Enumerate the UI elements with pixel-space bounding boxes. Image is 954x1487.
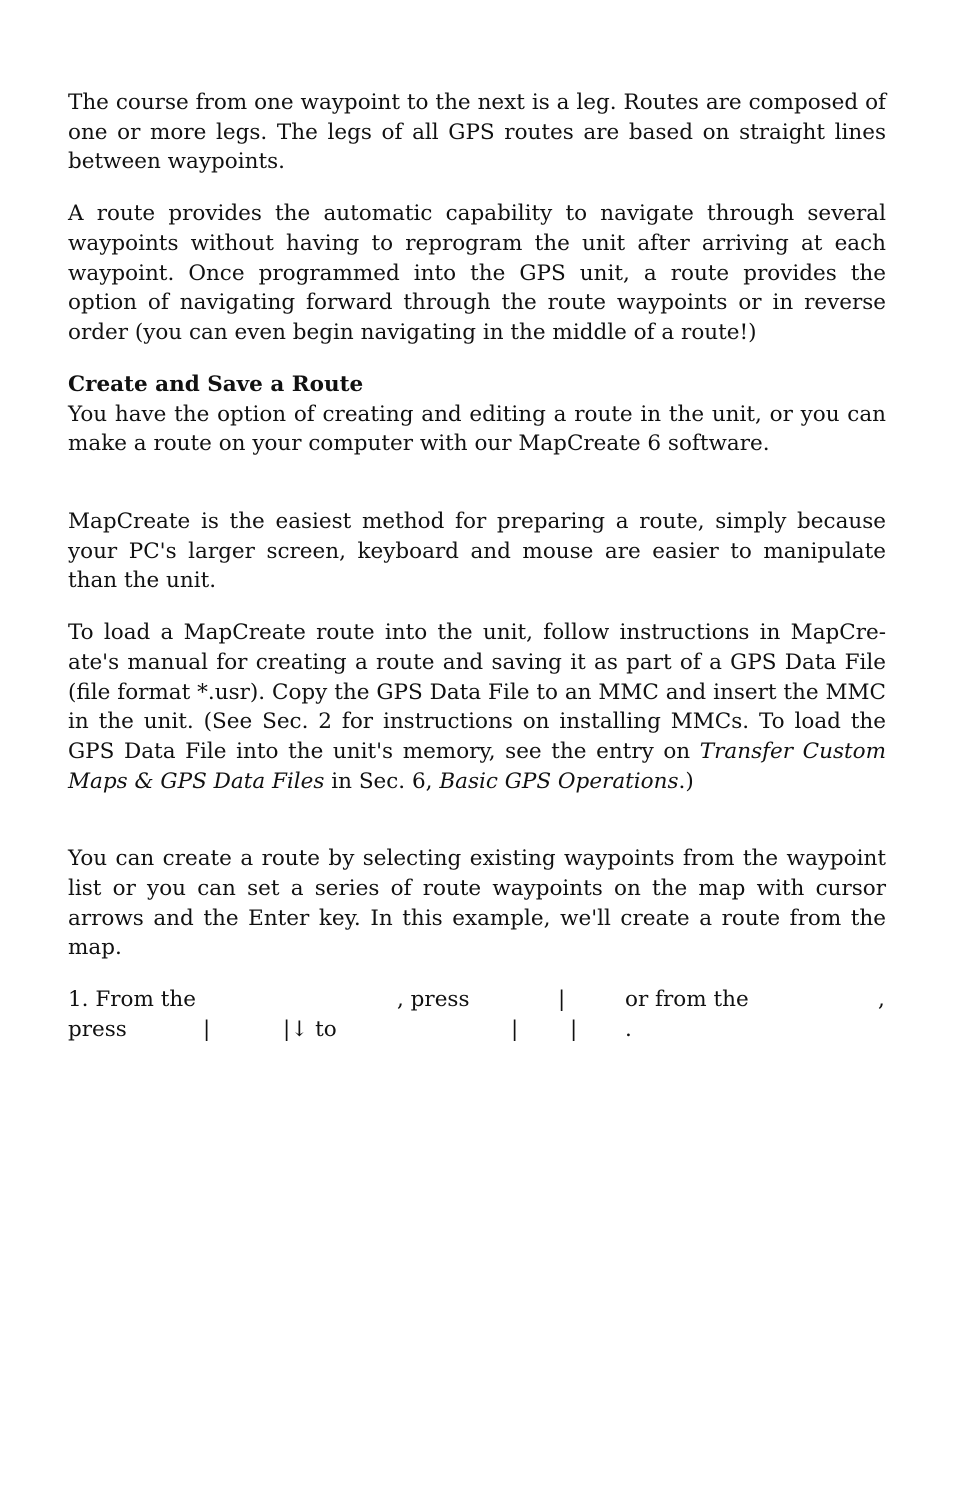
step1-line2-separator-3: |: [570, 1016, 578, 1042]
paragraph-mapcreate-easiest: MapCreate is the easiest method for preparing a route, simply because your PC's larger screen, keyboard and mouse are easier to manipulate than the unit.: [68, 509, 886, 594]
step1-line2-separator-1: |: [203, 1016, 211, 1042]
load-route-text-2: in Sec. 6,: [324, 768, 440, 794]
section-heading: Create and Save a Route: [68, 371, 364, 397]
step1-line2-period: .: [625, 1016, 632, 1042]
paragraph-create-from-map: You can create a route by selecting existing waypoints from the waypoint list or you can set a series of route waypoints on the map with cursor arrows and the Enter key. In this example, we'll create a route from the map.: [68, 846, 886, 961]
paragraph-legs: The course from one waypoint to the next is a leg. Routes are composed of one or more legs. The legs of all GPS routes are based on straight lines between waypoints.: [68, 90, 886, 175]
load-route-italic-2: Basic GPS Operations: [439, 768, 679, 794]
step1-line2-text-1: press: [68, 1016, 127, 1042]
paragraph-load-route: [68, 618, 886, 796]
step1-line2-separator-2: |: [511, 1016, 519, 1042]
step-1: [68, 985, 886, 1045]
paragraph-create-option: You have the option of creating and editing a route in the unit, or you can make a route on your computer with our MapCreate 6 software.: [68, 401, 886, 457]
step1-line1-text-1: 1. From the: [68, 987, 196, 1013]
paragraph-route-capability: A route provides the automatic capability to navigate through several waypoints without having to reprogram the unit after arriving at each waypoint. Once programmed into the GPS unit, a route provides the option of navigating forward through the route waypoints or in reverse order (you can even begin navigating in the middle of a route!): [68, 201, 886, 345]
step1-line1-text-3: or from the: [625, 987, 749, 1013]
step1-line1-comma: ,: [878, 987, 885, 1013]
load-route-italic-1: Transfer Custom Maps & GPS Data Files: [68, 738, 886, 794]
manual-page: [68, 88, 886, 1045]
step1-line1-text-2: , press: [397, 987, 470, 1013]
step1-line2-arrow-to: |↓ to: [283, 1016, 337, 1042]
load-route-text-3: .): [678, 768, 694, 794]
load-route-text-1: To load a MapCreate route into the unit, follow instructions in MapCreate's manual for creating a route and saving it as part of a GPS Data File (file format *.usr). Copy the GPS Data File to an MMC and insert the MMC in the unit. (See Sec. 2 for instructions on installing MMCs. To load the GPS Data File into the unit's memory, see the entry on: [68, 620, 886, 764]
step1-line1-separator: |: [558, 987, 566, 1013]
